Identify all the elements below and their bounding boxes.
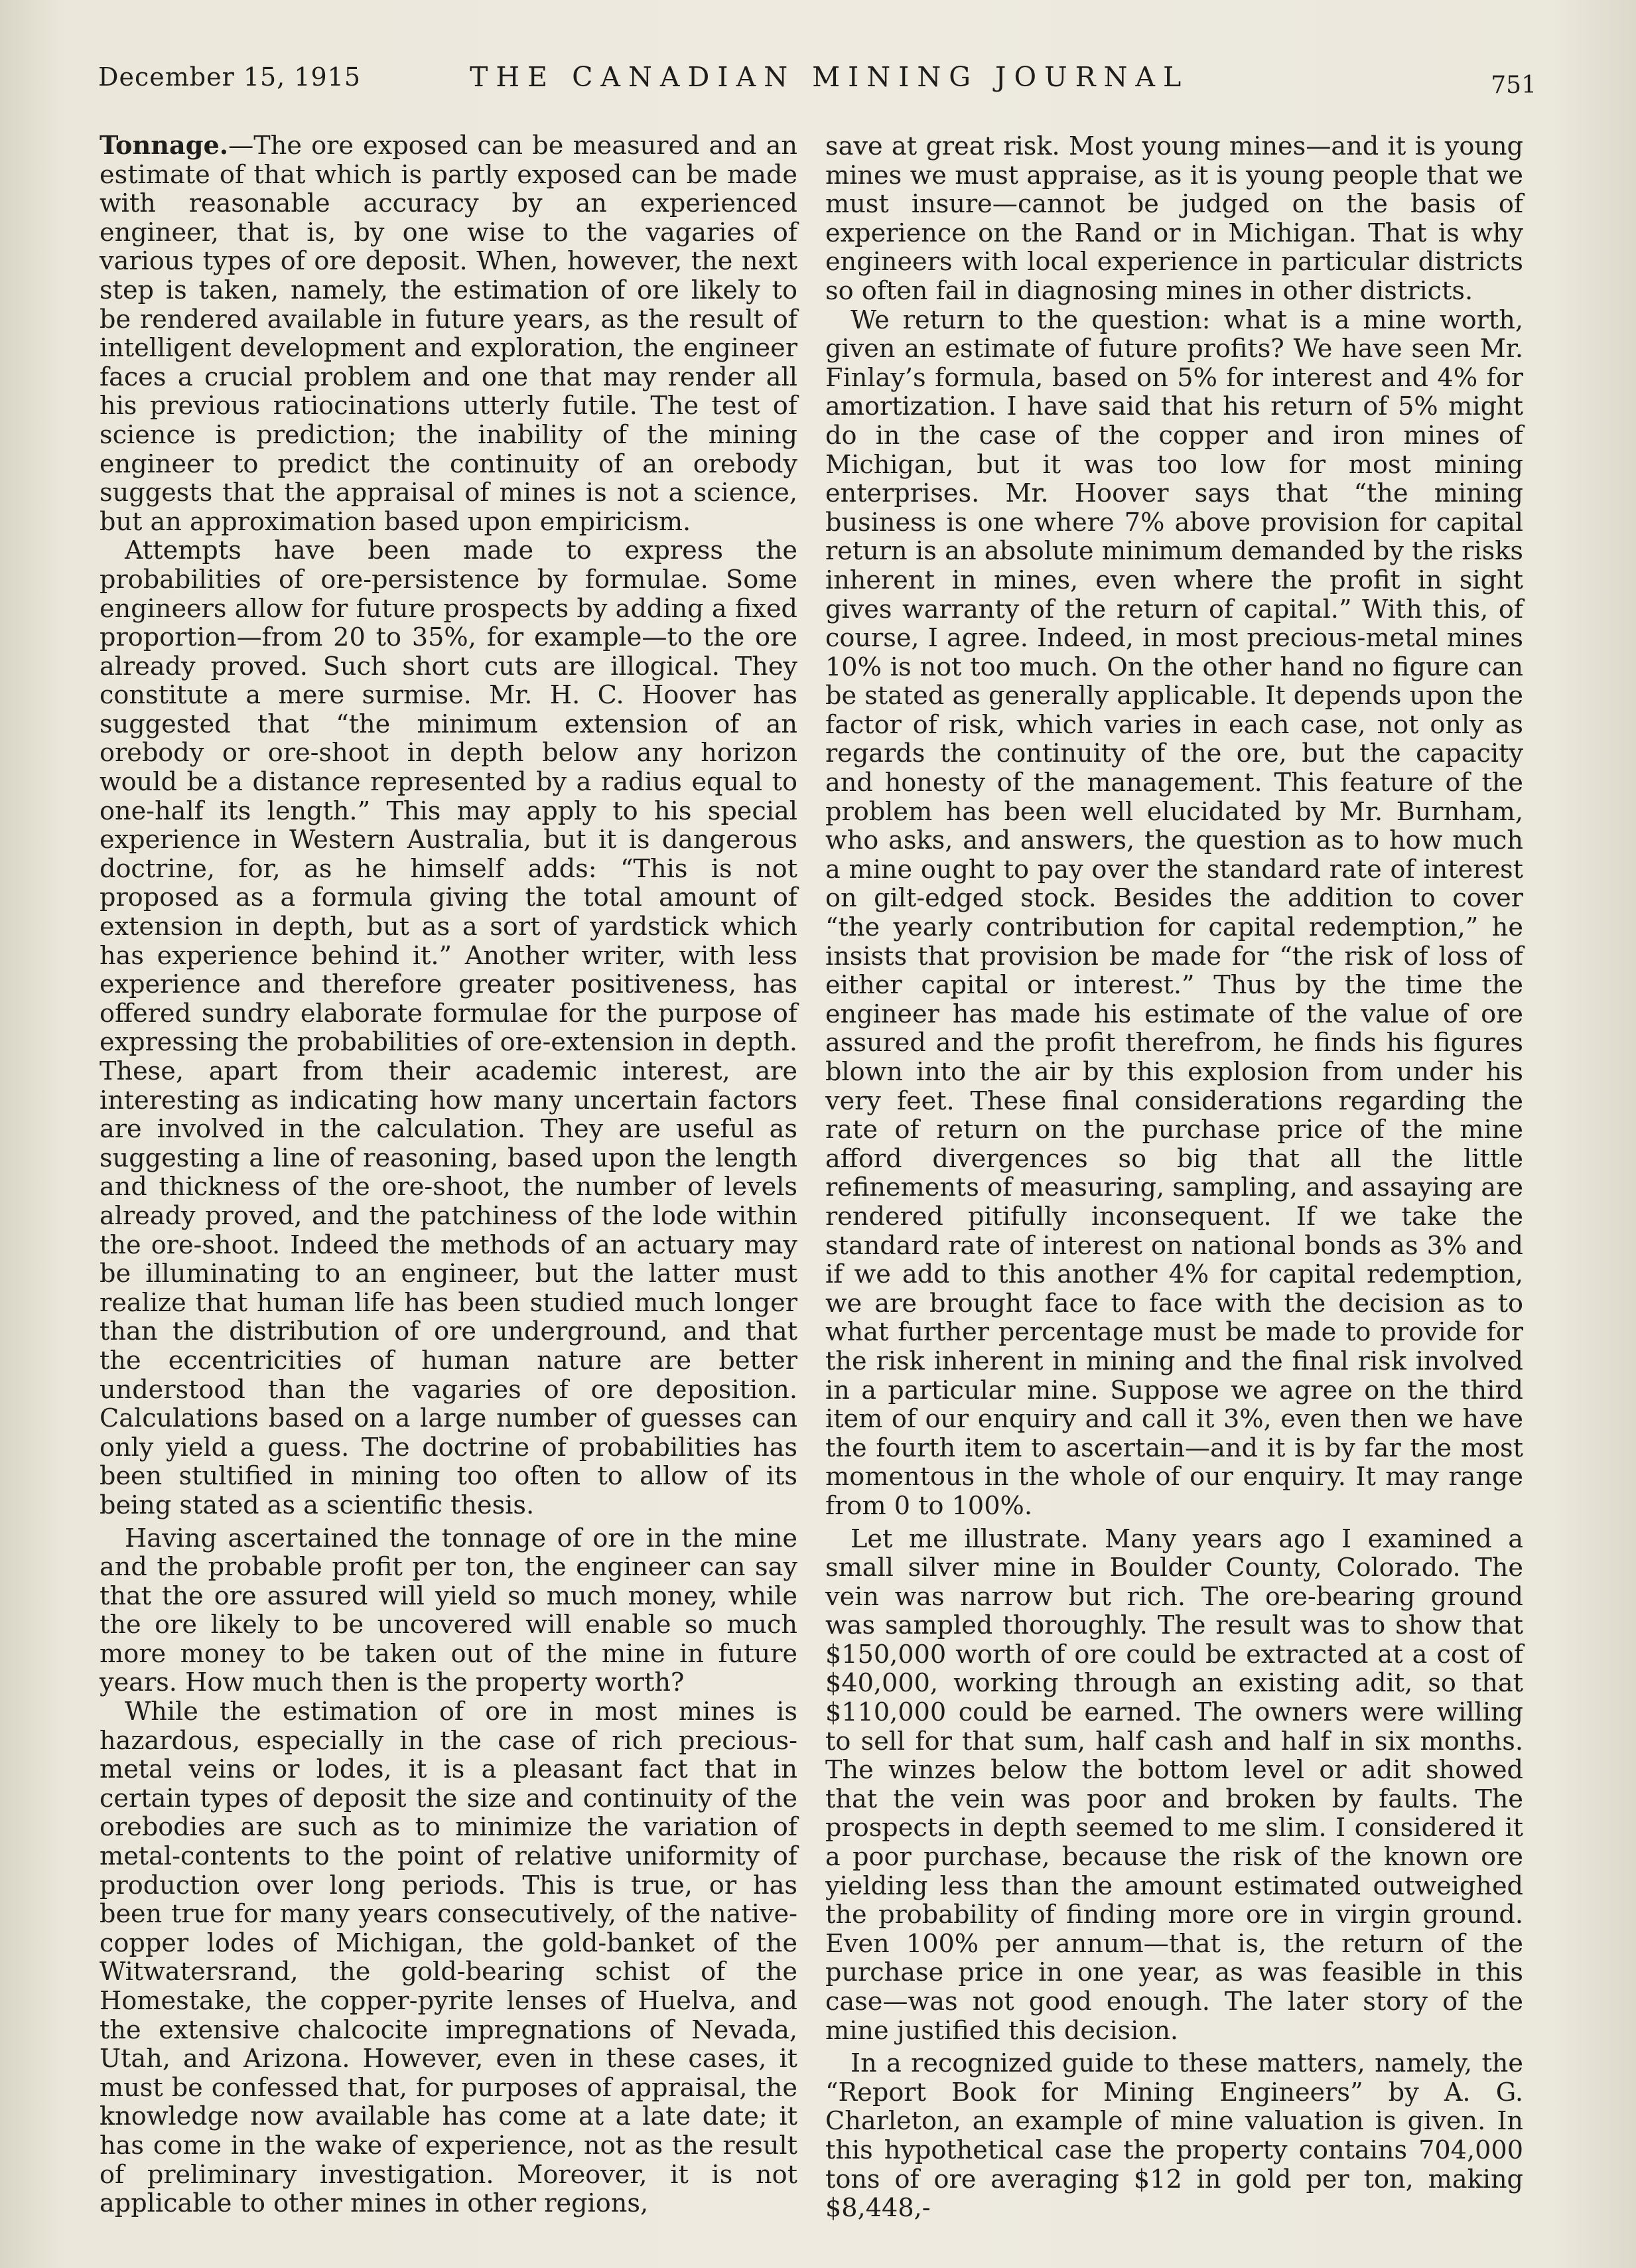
paragraph-tonnage xyxy=(100,131,797,537)
paragraph-property-worth: Having ascertained the tonnage of ore in the mine and the probable profit per ton, the engineer can say that the ore assured will yield so much money, while the ore likely to be uncovered will enable so much more money to be taken out of the mine in future years. How much then is the property worth? xyxy=(100,1524,797,1698)
paragraph-mine-worth: We return to the question: what is a mine worth, given an estimate of future profits? We have seen Mr. Finlay’s formula, based on 5% for interest and 4% for amortization. I have said that his return of 5% might do in the case of the copper and iron mines of Michigan, but it was too low for most mining enterprises. Mr. Hoover says that “the mining business is one where 7% above provision for capital return is an absolute minimum demanded by the risks inherent in mines, even where the profit in sight gives warranty of the return of capital.” With this, of course, I agree. Indeed, in most precious-metal mines 10% is not too much. On the other hand no figure can be stated as generally applicable. It depends upon the factor of risk, which varies in each case, not only as regards the continuity of the ore, but the capacity and honesty of the management. This feature of the problem has been well elucidated by Mr. Burnham, who asks, and answers, the question as to how much a mine ought to pay over the standard rate of interest on gilt-edged stock. Besides the addition to cover “the yearly contribution for capital redemption,” he insists that provision be made for “the risk of loss of either capital or interest.” Thus by the time the engineer has made his estimate of the value of ore assured and the profit therefrom, he finds his figures blown into the air by this explosion from under his very feet. These final considerations regarding the rate of return on the purchase price of the mine afford divergences so big that all the little refinements of measuring, sampling, and assaying are rendered pitifully inconsequent. If we take the standard rate of interest on national bonds as 3% and if we add to this another 4% for capital redemption, we are brought face to face with the decision as to what further percentage must be made to provide for the risk inherent in mining and the final risk involved in a particular mine. Suppose we agree on the third item of our enquiry and call it 3%, even then we have the fourth item to ascertain—and it is by far the most momentous in the whole of our enquiry. It may range from 0 to 100%. xyxy=(825,305,1523,1521)
section-lead-tonnage: Tonnage. xyxy=(100,131,229,161)
page-number: 751 xyxy=(1491,72,1536,99)
paragraph-report-book: In a recognized guide to these matters, namely, the “Report Book for Mining Engineers” by A. G. Charleton, an example of mine valuation is given. In this hypothetical case the property contains 704,000 tons of ore averaging $12 in gold per ton, making $8,448,- xyxy=(825,2049,1523,2224)
paragraph-tonnage-text: —The ore exposed can be measured and an estimate of that which is partly exposed can be made with reasonable accuracy by an experienced engineer, that is, by one wise to the vagaries of various types of ore deposit. When, however, the next step is taken, namely, the estimation of ore likely to be rendered available in future years, as the result of intelligent development and exploration, the engineer faces a crucial problem and one that may render all his previous ratiocinations utterly futile. The test of science is prediction; the inability of the mining engineer to predict the continuity of an orebody suggests that the appraisal of mines is not a science, but an approximation based upon empiricism. xyxy=(100,131,797,537)
paragraph-uniformity: While the estimation of ore in most mines is hazardous, especially in the case of rich precious-metal veins or lodes, it is a pleasant fact that in certain types of deposit the size and continuity of the orebodies are such as to minimize the variation of metal-contents to the point of relative uniformity of production over long periods. This is true, or has been true for many years consecutively, of the native-copper lodes of Michigan, the gold-banket of the Witwatersrand, the gold-bearing schist of the Homestake, the copper-pyrite lenses of Huelva, and the extensive chalcocite impregnations of Nevada, Utah, and Arizona. However, even in these cases, it must be confessed that, for purposes of appraisal, the knowledge now available has come at a late date; it has come in the wake of experience, not as the result of preliminary investigation. Moreover, it is not applicable to other mines in other regions, xyxy=(100,1697,797,2219)
header-date: December 15, 1915 xyxy=(98,62,362,92)
paragraph-illustration: Let me illustrate. Many years ago I examined a small silver mine in Boulder County, Colorado. The vein was narrow but rich. The ore-bearing ground was sampled thoroughly. The result was to show that $150,000 worth of ore could be extracted at a cost of $40,000, working through an existing adit, so that $110,000 could be earned. The owners were willing to sell for that sum, half cash and half in six months. The winzes below the bottom level or adit showed that the vein was poor and broken by faults. The prospects in depth seemed to me slim. I considered it a poor purchase, because the risk of the known ore yielding less than the amount estimated outweighed the probability of finding more ore in virgin ground. Even 100% per annum—that is, the return of the purchase price in one year, as was feasible in this case—was not good enough. The later story of the mine justified this decision. xyxy=(825,1524,1523,2046)
journal-title: THE CANADIAN MINING JOURNAL xyxy=(470,61,1190,93)
paragraph-probabilities: Attempts have been made to express the probabilities of ore-persistence by formulae. Some engineers allow for future prospects by adding a fixed proportion—from 20 to 35%, for example—to the ore already proved. Such short cuts are illogical. They constitute a mere surmise. Mr. H. C. Hoover has suggested that “the minimum extension of an orebody or ore-shoot in depth below any horizon would be a distance represented by a radius equal to one-half its length.” This may apply to his special experience in Western Australia, but it is dangerous doctrine, for, as he himself adds: “This is not proposed as a formula giving the total amount of extension in depth, but as a sort of yardstick which has experience behind it.” Another writer, with less experience and therefore greater positiveness, has offered sundry elaborate formulae for the purpose of expressing the probabilities of ore-extension in depth. These, apart from their academic interest, are interesting as indicating how many uncertain factors are involved in the calculation. They are useful as suggesting a line of reasoning, based upon the length and thickness of the ore-shoot, the number of levels already proved, and the patchiness of the lode within the ore-shoot. Indeed the methods of an actuary may be illuminating to an engineer, but the latter must realize that human life has been studied much longer than the distribution of ore underground, and that the eccentricities of human nature are better understood than the vagaries of ore deposition. Calculations based on a large number of guesses can only yield a guess. The doctrine of probabilities has been stultified in mining too often to allow of its being stated as a scientific thesis. xyxy=(100,536,797,1520)
left-column xyxy=(100,131,797,2219)
paragraph-young-mines: save at great risk. Most young mines—and it is young mines we must appraise, as it is young people that we must insure—cannot be judged on the basis of experience on the Rand or in Michigan. That is why engineers with local experience in particular districts so often fail in diagnosing mines in other districts. xyxy=(825,132,1523,306)
running-header xyxy=(98,58,1536,98)
right-column xyxy=(825,132,1523,2224)
